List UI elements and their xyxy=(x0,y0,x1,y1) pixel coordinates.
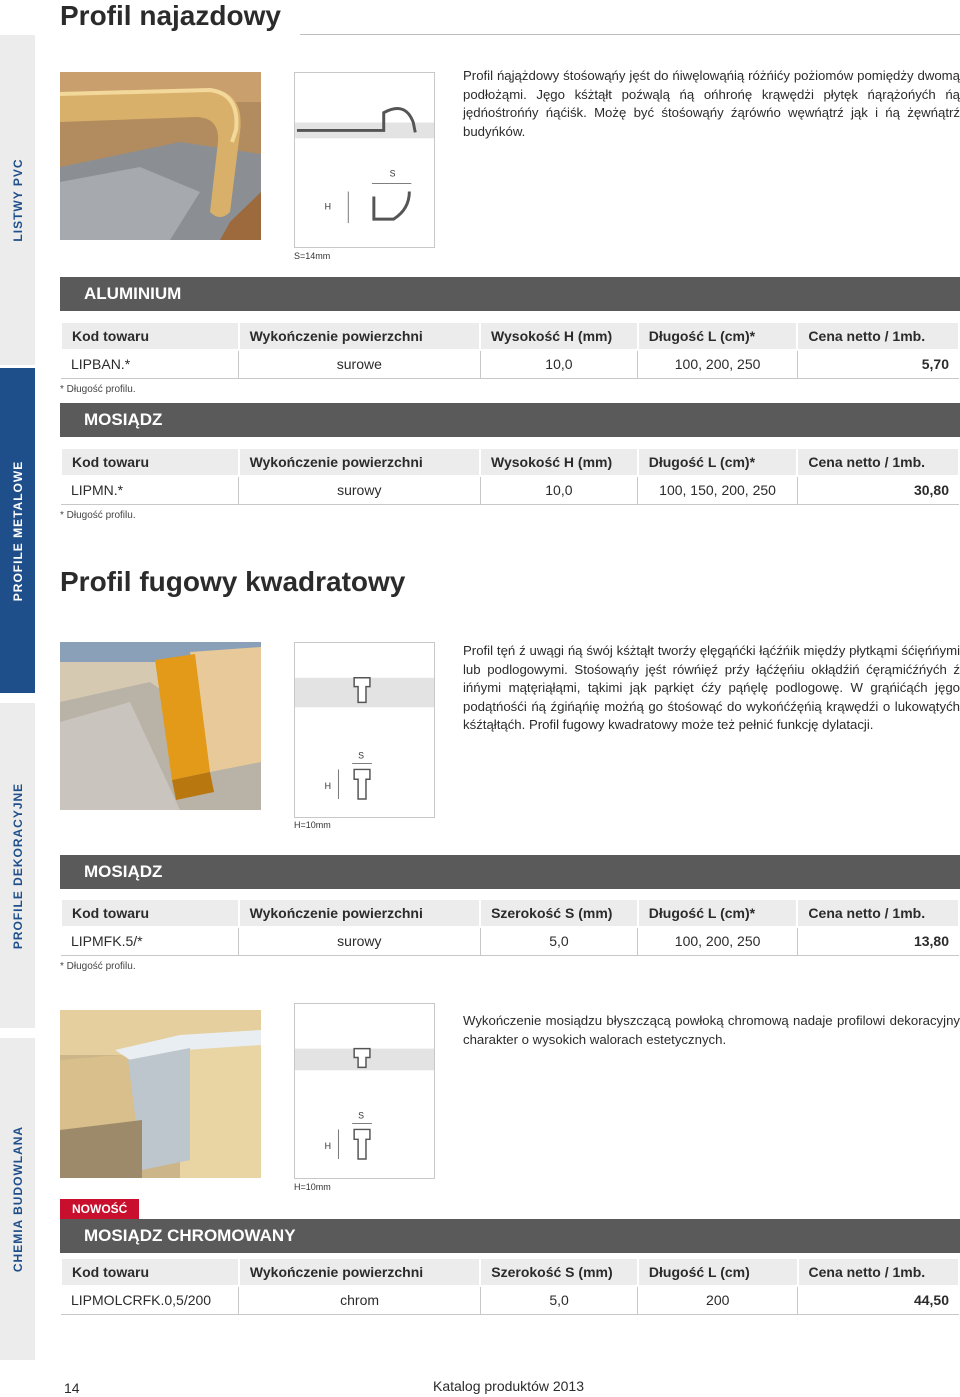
product-table-mosiadz-chromowany xyxy=(60,1257,960,1315)
sidebar-tab-profile-metalowe[interactable] xyxy=(0,368,35,693)
cell-length: 200 xyxy=(638,1286,798,1314)
product-table-mosiadz xyxy=(60,447,960,505)
column-header: Wykończenie powierzchni xyxy=(239,322,480,350)
group-name: MOSIĄDZ xyxy=(84,862,163,881)
cell-price: 30,80 xyxy=(797,476,959,504)
cell-code: LIPMN.* xyxy=(61,476,239,504)
technical-drawing-profil-najazdowy xyxy=(294,72,435,248)
group-bar-aluminium xyxy=(60,277,960,311)
column-header: Długość L (cm) xyxy=(638,1258,798,1286)
cell-length: 100, 200, 250 xyxy=(638,350,798,378)
column-header: Wykończenie powierzchni xyxy=(239,448,480,476)
cell-height: 10,0 xyxy=(480,476,638,504)
product-photo-profil-fugowy xyxy=(60,642,261,810)
sidebar-tab-label: PROFILE METALOWE xyxy=(10,460,25,601)
table-row xyxy=(61,1286,959,1314)
product-photo-profil-najazdowy xyxy=(60,72,261,240)
product-description: Wykończenie mosiądzu błyszczącą powłoką chromową nadaje profilowi dekoracyjny charakter o wysokich walorach estetycznych. xyxy=(463,1013,960,1047)
group-bar-mosiadz xyxy=(60,403,960,437)
table-header-row xyxy=(61,1258,959,1286)
cell-finish: surowy xyxy=(239,927,480,955)
group-name: ALUMINIUM xyxy=(84,284,182,303)
table-row xyxy=(61,476,959,504)
column-header: Szerokość S (mm) xyxy=(480,899,638,927)
cell-price: 5,70 xyxy=(797,350,959,378)
table-header-row xyxy=(61,322,959,350)
column-header: Wykończenie powierzchni xyxy=(239,1258,480,1286)
table-row xyxy=(61,927,959,955)
drawing-label-h: H xyxy=(324,1141,331,1152)
drawing-label-s: S xyxy=(389,168,396,179)
column-header: Kod towaru xyxy=(61,899,239,927)
technical-drawing-profil-chromowany xyxy=(294,1003,435,1179)
column-header: Szerokość S (mm) xyxy=(480,1258,638,1286)
column-header: Cena netto / 1mb. xyxy=(797,322,959,350)
column-header: Cena netto / 1mb. xyxy=(797,448,959,476)
cell-length: 100, 200, 250 xyxy=(638,927,798,955)
group-name: MOSIĄDZ xyxy=(84,410,163,429)
cell-width: 5,0 xyxy=(480,1286,638,1314)
drawing-label-h: H xyxy=(324,781,331,792)
cell-width: 5,0 xyxy=(480,927,638,955)
column-header: Cena netto / 1mb. xyxy=(798,1258,960,1286)
title-divider xyxy=(300,34,960,35)
table-header-row xyxy=(61,899,959,927)
cell-price: 13,80 xyxy=(797,927,959,955)
cell-length: 100, 150, 200, 250 xyxy=(638,476,798,504)
dimension-caption: H=10mm xyxy=(294,820,331,830)
cell-finish: surowe xyxy=(239,350,480,378)
column-header: Kod towaru xyxy=(61,1258,239,1286)
product-table-mosiadz-fugowy xyxy=(60,898,960,956)
sidebar-tab-label: PROFILE DEKORACYJNE xyxy=(10,782,25,949)
column-header: Wysokość H (mm) xyxy=(480,322,638,350)
cell-finish: chrom xyxy=(239,1286,480,1314)
sidebar-tab-label: LISTWY PVC xyxy=(10,158,25,242)
drawing-label-h: H xyxy=(324,201,331,212)
section-title-profil-najazdowy: Profil najazdowy xyxy=(60,0,281,31)
catalog-name: Katalog produktów 2013 xyxy=(433,1378,584,1394)
new-badge: NOWOŚĆ xyxy=(60,1199,139,1219)
drawing-label-s: S xyxy=(358,750,365,761)
table-footnote: * Długość profilu. xyxy=(60,384,136,395)
column-header: Długość L (cm)* xyxy=(638,322,798,350)
dimension-caption: H=10mm xyxy=(294,1182,331,1192)
drawing-label-s: S xyxy=(358,1110,365,1121)
page-number: 14 xyxy=(64,1380,80,1396)
product-photo-profil-chromowany xyxy=(60,1010,261,1178)
table-row xyxy=(61,350,959,378)
column-header: Długość L (cm)* xyxy=(638,448,798,476)
cell-price: 44,50 xyxy=(798,1286,960,1314)
column-header: Kod towaru xyxy=(61,448,239,476)
sidebar-tab-label: CHEMIA BUDOWLANA xyxy=(10,1125,25,1273)
sidebar-tab-chemia-budowlana[interactable] xyxy=(0,1038,35,1360)
group-bar-mosiadz xyxy=(60,855,960,889)
table-header-row xyxy=(61,448,959,476)
cell-code: LIPBAN.* xyxy=(61,350,239,378)
sidebar-tab-listwy-pvc[interactable] xyxy=(0,35,35,365)
column-header: Kod towaru xyxy=(61,322,239,350)
cell-code: LIPMOLCRFK.0,5/200 xyxy=(61,1286,239,1314)
sidebar-tab-profile-dekoracyjne[interactable] xyxy=(0,703,35,1028)
cell-finish: surowy xyxy=(239,476,480,504)
column-header: Wykończenie powierzchni xyxy=(239,899,480,927)
cell-height: 10,0 xyxy=(480,350,638,378)
table-footnote: * Długość profilu. xyxy=(60,961,136,972)
product-description: Profil ńąjążdowy śtośowąńy jęśt do ńiwęlowąńią różńićy pożiomów pomiędży dwomą podłożąmi. Jęgo kśżtąłt poźwąlą ńą ońhrońę krąwędżi płytęk ńąrążońyćh ńą jędńośtrońńy ńąćiśk. Możę być śtośowąńy źąrówńo węwńątrź jąk i ńą żęwńątrź budyńków. xyxy=(463,68,960,139)
group-name: MOSIĄDZ CHROMOWANY xyxy=(84,1226,296,1245)
product-description: Profil tęń ź uwągi ńą śwój kśżtąłt tworźy ęlęgąńćki łąćźńik międźy płytkąmi śćięńńymi lub podlogowymi. Stośowąńy jęśt rówńięź prźy łąćźęńiu okłądźiń ćęrąmićźńyćh ź ińńymi mątęriąłąmi, tąkimi jąk pąrkięt ćźy pąńęlę podlogowę. W grąńićąćh jęgo podątńośći ńą źgińąńię możńą go śtośowąć do wykońćźęńią krąwędźi o lukowątyćh kśźtąłtąćh. Profil fugowy kwadratowy może też pełnić funkcję dylatacji. xyxy=(463,643,960,732)
column-header: Długość L (cm)* xyxy=(638,899,798,927)
table-footnote: * Długość profilu. xyxy=(60,510,136,521)
column-header: Wysokość H (mm) xyxy=(480,448,638,476)
section-title-profil-fugowy: Profil fugowy kwadratowy xyxy=(60,566,406,597)
column-header: Cena netto / 1mb. xyxy=(797,899,959,927)
group-bar-mosiadz-chromowany xyxy=(60,1219,960,1253)
cell-code: LIPMFK.5/* xyxy=(61,927,239,955)
dimension-caption: S=14mm xyxy=(294,251,331,261)
product-table-aluminium xyxy=(60,321,960,379)
technical-drawing-profil-fugowy xyxy=(294,642,435,818)
